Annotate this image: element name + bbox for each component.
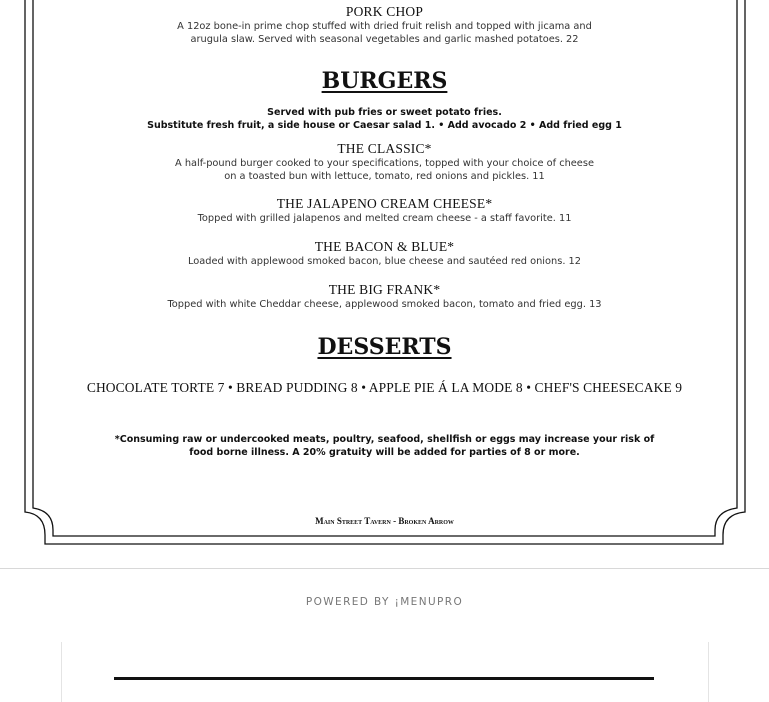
burgers-note-line-2: Substitute fresh fruit, a side house or Caesar salad 1. • Add avocado 2 • Add fried egg 1 (147, 120, 622, 131)
disclaimer-line-2: food borne illness. A 20% gratuity will be added for parties of 8 or more. (189, 447, 580, 458)
burger-bacon-blue-desc: Loaded with applewood smoked bacon, blue cheese and sautéed red onions. 12 (187, 256, 582, 267)
disclaimer (0, 433, 769, 459)
burgers-heading: BURGERS (321, 68, 448, 94)
pork-chop-title: PORK CHOP (345, 4, 424, 19)
section-divider (0, 568, 769, 569)
disclaimer-line-1: *Consuming raw or undercooked meats, poultry, seafood, shellfish or eggs may increase your risk of (114, 434, 655, 445)
burger-bacon-blue-title: THE BACON & BLUE* (314, 239, 455, 254)
pork-chop-desc-line-2: arugula slaw. Served with seasonal vegetables and garlic mashed potatoes. 22 (190, 34, 579, 45)
burger-jalapeno-title: THE JALAPENO CREAM CHEESE* (276, 196, 493, 211)
burgers-note (0, 106, 769, 132)
burger-classic-desc-line-1: A half-pound burger cooked to your specifications, topped with your choice of cheese (175, 158, 594, 169)
burger-big-frank-title: THE BIG FRANK* (328, 282, 441, 297)
burger-big-frank-desc: Topped with white Cheddar cheese, applewood smoked bacon, tomato and fried egg. 13 (167, 299, 602, 310)
burger-classic-desc-line-2: on a toasted bun with lettuce, tomato, red onions and pickles. 11 (224, 171, 545, 182)
burger-classic-title: THE CLASSIC* (337, 141, 432, 156)
burgers-note-line-1: Served with pub fries or sweet potato fries. (267, 107, 502, 118)
pork-chop-desc (0, 20, 769, 46)
powered-by-link[interactable]: POWERED BY ¡MENUPRO (305, 596, 464, 608)
next-menu-top-rule (114, 677, 654, 680)
menu-footer-restaurant-name: Main Street Tavern - Broken Arrow (315, 516, 454, 526)
desserts-heading: DESSERTS (317, 334, 452, 360)
burger-classic-desc (0, 157, 769, 183)
burger-jalapeno-desc: Topped with grilled jalapenos and melted cream cheese - a staff favorite. 11 (197, 213, 572, 224)
desserts-list: CHOCOLATE TORTE 7 • BREAD PUDDING 8 • APPLE PIE Á LA MODE 8 • CHEF'S CHEESECAKE 9 (86, 380, 683, 395)
pork-chop-desc-line-1: A 12oz bone-in prime chop stuffed with dried fruit relish and topped with jicama and (177, 21, 592, 32)
next-menu-card (61, 642, 709, 702)
